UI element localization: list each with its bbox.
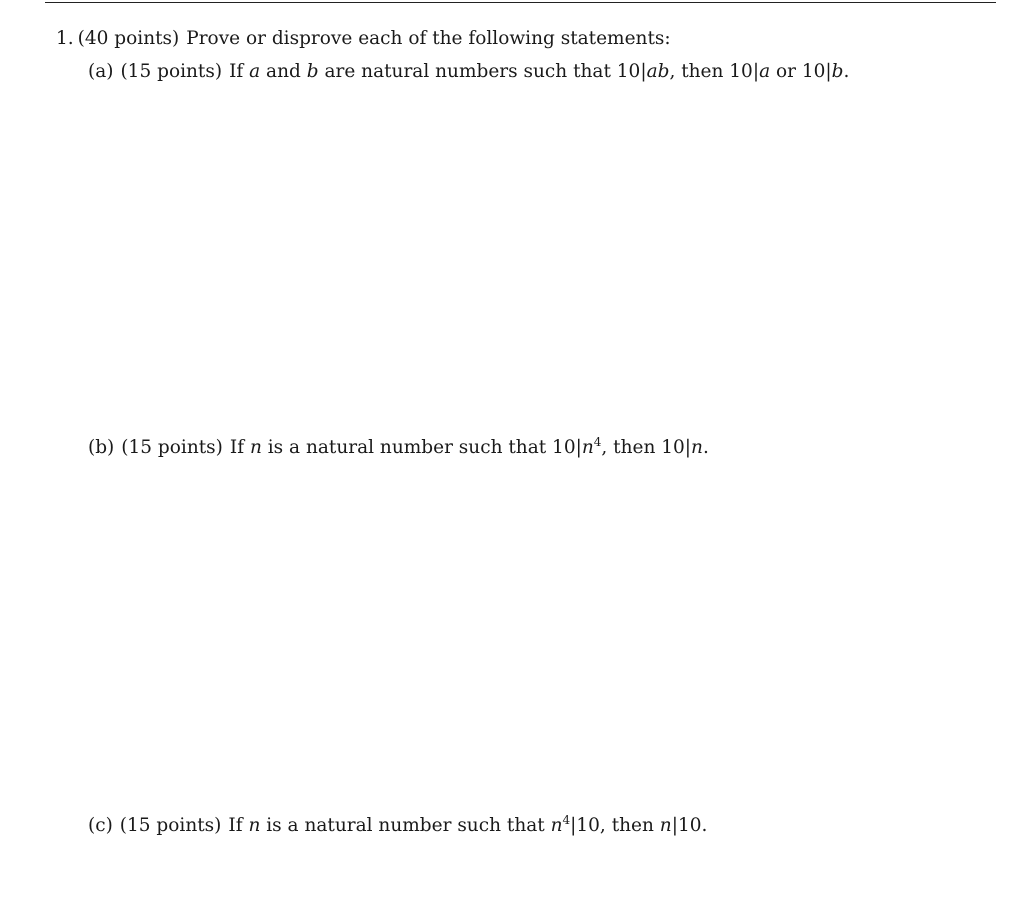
problem-1-statement [56, 27, 671, 51]
part-points: (15 points) [119, 815, 222, 836]
part-b-text-3: , then 10| [601, 437, 692, 458]
part-c-text-4: |10. [671, 815, 708, 836]
math-var-n-3: n [691, 437, 703, 458]
problem-instruction: Prove or disprove each of the following statements: [186, 28, 671, 49]
part-c-statement [88, 814, 707, 838]
part-a-text-2: and [266, 61, 301, 82]
part-a-text-3: are natural numbers such that 10| [324, 61, 647, 82]
part-points: (15 points) [120, 61, 223, 82]
part-a-text-4: , then 10| [669, 61, 760, 82]
part-c-text-3: |10, then [570, 815, 654, 836]
math-var-n: n [249, 437, 262, 458]
math-var-b: b [306, 61, 319, 82]
math-var-ab: ab [646, 61, 670, 82]
part-label: (c) [88, 815, 113, 836]
problem-points: (40 points) [77, 28, 180, 49]
part-b-statement [88, 436, 709, 460]
part-label: (b) [88, 437, 115, 458]
part-b-text-4: . [702, 437, 709, 458]
math-var-a-2: a [759, 61, 771, 82]
part-b-text-1: If [229, 437, 245, 458]
math-var-n: n [248, 815, 261, 836]
part-a-statement [88, 60, 849, 84]
math-exponent: 4 [562, 813, 571, 827]
problem-number: 1. [56, 28, 74, 49]
part-c-text-2: is a natural number such that [266, 815, 545, 836]
part-a-text-5: or 10| [776, 61, 832, 82]
part-points: (15 points) [121, 437, 223, 458]
part-a-text-6: . [843, 61, 850, 82]
math-exponent: 4 [593, 435, 602, 449]
part-label: (a) [88, 61, 114, 82]
math-var-n-2: n [550, 815, 563, 836]
part-a-text-1: If [229, 61, 244, 82]
part-c-text-1: If [228, 815, 243, 836]
math-var-n-2: n [581, 437, 594, 458]
top-rule [45, 2, 996, 3]
math-var-a: a [249, 61, 261, 82]
math-var-b-2: b [831, 61, 844, 82]
math-var-n-3: n [659, 815, 672, 836]
part-b-text-2: is a natural number such that 10| [267, 437, 582, 458]
